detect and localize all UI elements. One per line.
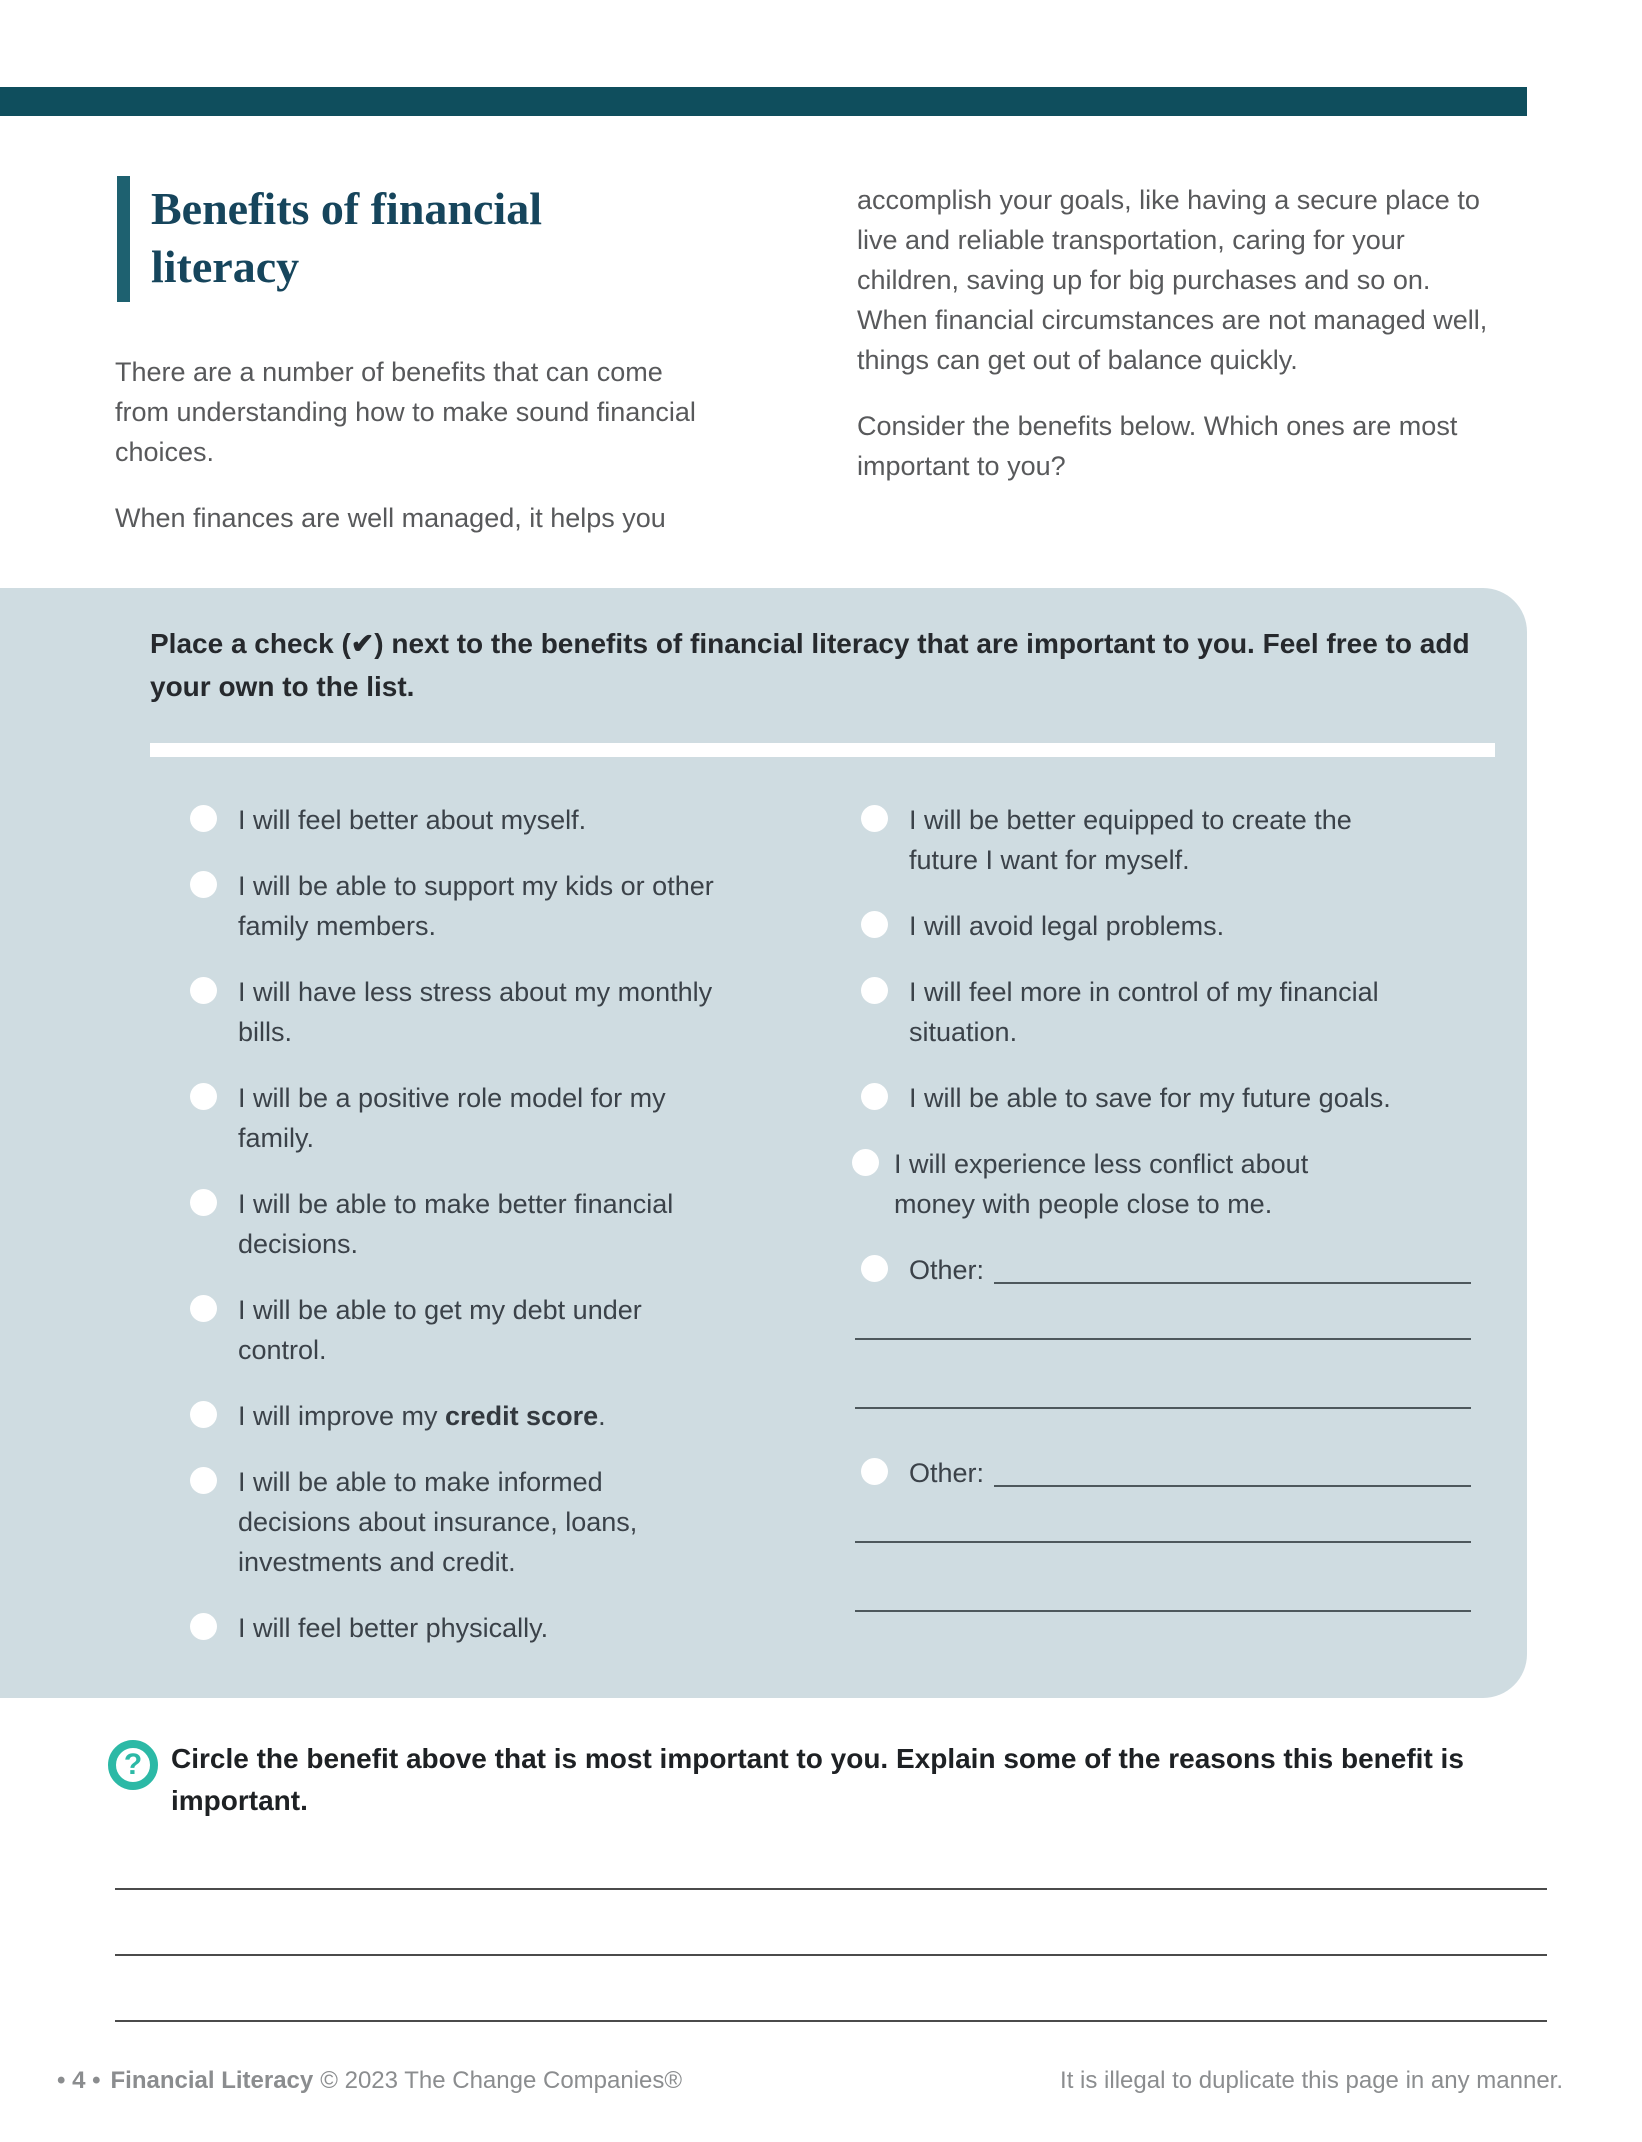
checklist-item — [190, 1396, 750, 1436]
writing-line[interactable] — [994, 1250, 1471, 1284]
page-title-line2: literacy — [151, 241, 300, 292]
checkbox-circle[interactable] — [190, 1295, 217, 1322]
checklist-item — [190, 800, 750, 840]
intro-left-column — [115, 352, 715, 564]
intro-paragraph: When finances are well managed, it helps you — [115, 503, 666, 533]
checklist-item-label: I will be able to make informed decisions about insurance, loans, investments and credit. — [238, 1467, 638, 1577]
checkbox-circle[interactable] — [861, 805, 888, 832]
checklist-item — [190, 1290, 750, 1370]
writing-line[interactable] — [115, 1888, 1547, 1890]
writing-line[interactable] — [855, 1340, 1471, 1409]
checkbox-circle[interactable] — [861, 1255, 888, 1282]
other-label: Other: — [909, 1458, 985, 1488]
checkbox-circle[interactable] — [190, 1189, 217, 1216]
checklist-right-column — [861, 800, 1501, 1612]
other-entry-block — [861, 1453, 1501, 1612]
writing-line[interactable] — [855, 1493, 1471, 1543]
page-title-block — [117, 176, 542, 302]
checkbox-circle[interactable] — [852, 1149, 879, 1176]
checklist-left-column — [190, 800, 750, 1674]
checklist-item — [190, 1462, 750, 1582]
top-accent-bar — [0, 87, 1527, 116]
page-number: • 4 • — [57, 2067, 101, 2094]
other-label: Other: — [909, 1255, 985, 1285]
writing-line[interactable] — [855, 1543, 1471, 1612]
checkbox-circle[interactable] — [190, 1613, 217, 1640]
checklist-item-label: I will be able to get my debt under control. — [238, 1295, 642, 1365]
question-prompt — [108, 1738, 1568, 1822]
checklist-item — [190, 1608, 750, 1648]
checkbox-circle[interactable] — [190, 1467, 217, 1494]
checkbox-circle[interactable] — [861, 1083, 888, 1110]
footer-left — [57, 2066, 682, 2096]
writing-line[interactable] — [855, 1290, 1471, 1340]
checklist-item — [190, 972, 750, 1052]
checkbox-circle[interactable] — [190, 871, 217, 898]
checklist-item-label: I will have less stress about my monthly bills. — [238, 977, 713, 1047]
checklist-item — [190, 1184, 750, 1264]
checkbox-circle[interactable] — [861, 911, 888, 938]
checkbox-circle[interactable] — [861, 1458, 888, 1485]
checklist-item-label: I will be a positive role model for my family. — [238, 1083, 666, 1153]
bold-term: credit score — [445, 1401, 599, 1431]
checklist-item-other — [861, 1453, 1501, 1493]
writing-line[interactable] — [115, 1954, 1547, 1956]
checklist-instruction: Place a check (✔) next to the benefits of financial literacy that are important to you. Feel free to add your own to the list. — [150, 628, 1470, 702]
checklist-item-label: I will feel more in control of my financial situation. — [909, 977, 1379, 1047]
checkbox-circle[interactable] — [190, 1401, 217, 1428]
intro-right-column — [857, 180, 1497, 512]
question-text: Circle the benefit above that is most important to you. Explain some of the reasons this benefit is important. — [171, 1743, 1464, 1816]
writing-line[interactable] — [994, 1453, 1471, 1487]
checklist-item — [861, 800, 1501, 880]
question-mark-icon: ? — [108, 1740, 158, 1790]
checklist-item-label: I will be able to make better financial decisions. — [238, 1189, 674, 1259]
checklist-item-other — [861, 1250, 1501, 1290]
intro-paragraph: Consider the benefits below. Which ones are most important to you? — [857, 411, 1458, 481]
checklist-item — [190, 866, 750, 946]
checklist-item-label: I will experience less conflict about money with people close to me. — [894, 1149, 1309, 1219]
checkbox-circle[interactable] — [190, 805, 217, 832]
checklist-item-label: I will be better equipped to create the future I want for myself. — [909, 805, 1352, 875]
writing-line[interactable] — [115, 2020, 1547, 2022]
checklist-item-label: I will be able to support my kids or other family members. — [238, 871, 714, 941]
checklist-item-label: I will feel better about myself. — [238, 805, 587, 835]
checkbox-circle[interactable] — [190, 1083, 217, 1110]
checklist-item-label: I will avoid legal problems. — [909, 911, 1225, 941]
intro-paragraph: There are a number of benefits that can come from understanding how to make sound financial choices. — [115, 357, 696, 467]
footer-legal: It is illegal to duplicate this page in any manner. — [1060, 2067, 1563, 2094]
checklist-item — [861, 906, 1501, 946]
intro-paragraph: accomplish your goals, like having a secure place to live and reliable transportation, caring for your children, saving up for big purchases and so on. When financial circumstances are not managed well, things can get out of balance quickly. — [857, 185, 1488, 375]
checklist-item-label: I will be able to save for my future goals. — [909, 1083, 1391, 1113]
checklist-box — [0, 588, 1527, 1698]
workbook-brand: Financial Literacy — [110, 2067, 314, 2094]
divider-bar — [150, 743, 1495, 757]
copyright-text: © 2023 The Change Companies® — [320, 2067, 683, 2094]
checklist-item — [861, 1078, 1501, 1118]
other-entry-block — [861, 1250, 1501, 1409]
page-title-line1: Benefits of financial — [151, 183, 542, 234]
checkbox-circle[interactable] — [190, 977, 217, 1004]
page-title — [151, 180, 542, 296]
checklist-item — [861, 1144, 1501, 1224]
checklist-item-label: I will feel better physically. — [238, 1613, 549, 1643]
checklist-item-label: I will improve my credit score. — [238, 1401, 606, 1431]
checkbox-circle[interactable] — [861, 977, 888, 1004]
checklist-item — [861, 972, 1501, 1052]
checklist-item — [190, 1078, 750, 1158]
